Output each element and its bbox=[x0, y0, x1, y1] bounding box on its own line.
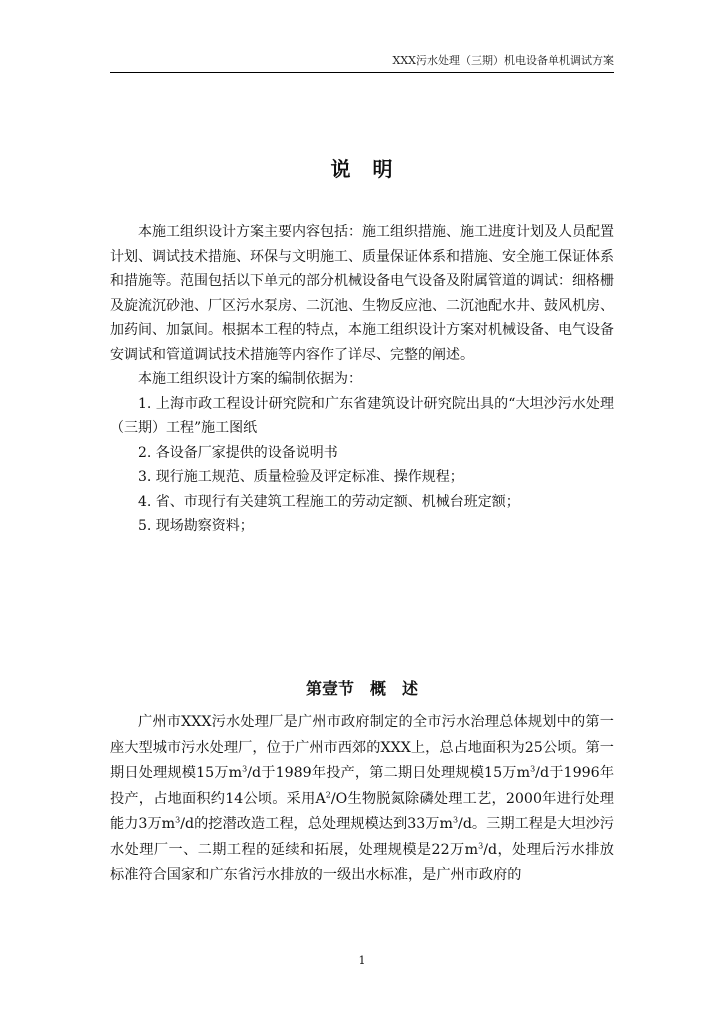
intro-section bbox=[110, 220, 614, 539]
overview-text-6: /d。三期工程是大坦沙污水处理厂一、二期工程的延续和拓展，处理规模是22万m bbox=[110, 816, 614, 858]
basis-item-4: 4. 省、市现行有关建筑工程施工的劳动定额、机械台班定额； bbox=[138, 493, 520, 510]
overview-text-7: /d，处理后污水排放标准符合国家和广东省污水排放的一级出水标准，是广州市政府的 bbox=[110, 841, 614, 883]
overview-text-4: /O生物脱氮除磷处理工艺，2000年进行处理能力3万m bbox=[110, 790, 614, 832]
overview-text-3: /d于1996年投产，占地面积约14公顷。采用A bbox=[110, 765, 615, 807]
intro-paragraph: 本施工组织设计方案主要内容包括：施工组织措施、施工进度计划及人员配置计划、调试技术措施、环保与文明施工、质量保证体系和措施、安全施工保证体系和措施等。范围包括以下单元的部分机械设备电气设备及附属管道的调试：细格栅及旋流沉砂池、厂区污水泵房、二沉池、生物反应池、二沉池配水井、鼓风机房、加药间、加氯间。根据本工程的特点，本施工组织设计方案对机械设备、电气设备安调试和管道调试技术措施等内容作了详尽、完整的阐述。 bbox=[110, 224, 614, 363]
basis-item-1: 1. 上海市政工程设计研究院和广东省建筑设计研究院出具的“大坦沙污水处理（三期）工程”施工图纸 bbox=[110, 395, 614, 436]
page-number: 1 bbox=[358, 954, 366, 967]
superscript-2: 2 bbox=[325, 789, 331, 799]
overview-text-2: /d于1989年投产，第二期日处理规模15万m bbox=[247, 765, 531, 781]
basis-item-2: 2. 各设备厂家提供的设备说明书 bbox=[138, 444, 338, 461]
superscript-3: 3 bbox=[175, 815, 181, 825]
running-header: XXX污水处理（三期）机电设备单机调试方案 bbox=[110, 52, 614, 73]
superscript-3: 3 bbox=[452, 815, 459, 825]
basis-item-3: 3. 现行施工规范、质量检验及评定标准、操作规程； bbox=[138, 469, 464, 485]
overview-text-5: /d的挖潜改造工程，总处理规模达到33万m bbox=[180, 816, 453, 832]
overview-text-1: 广州市XXX污水处理厂是广州市政府制定的全市污水治理总体规划中的第一座大型城市污水处理厂，位于广州市西郊的XXX上，总占地面积为25公顷。第一期日处理规模15万m bbox=[110, 714, 614, 781]
basis-item-5: 5. 现场勘察资料； bbox=[138, 518, 254, 534]
basis-heading: 本施工组织设计方案的编制依据为： bbox=[138, 371, 362, 387]
overview-section bbox=[110, 710, 614, 889]
section-title: 第壹节 概 述 bbox=[305, 679, 418, 698]
superscript-3: 3 bbox=[242, 764, 248, 774]
superscript-3: 3 bbox=[530, 764, 536, 774]
overview-paragraph bbox=[110, 710, 614, 889]
page-title: 说 明 bbox=[330, 157, 394, 181]
superscript-3: 3 bbox=[478, 840, 484, 850]
